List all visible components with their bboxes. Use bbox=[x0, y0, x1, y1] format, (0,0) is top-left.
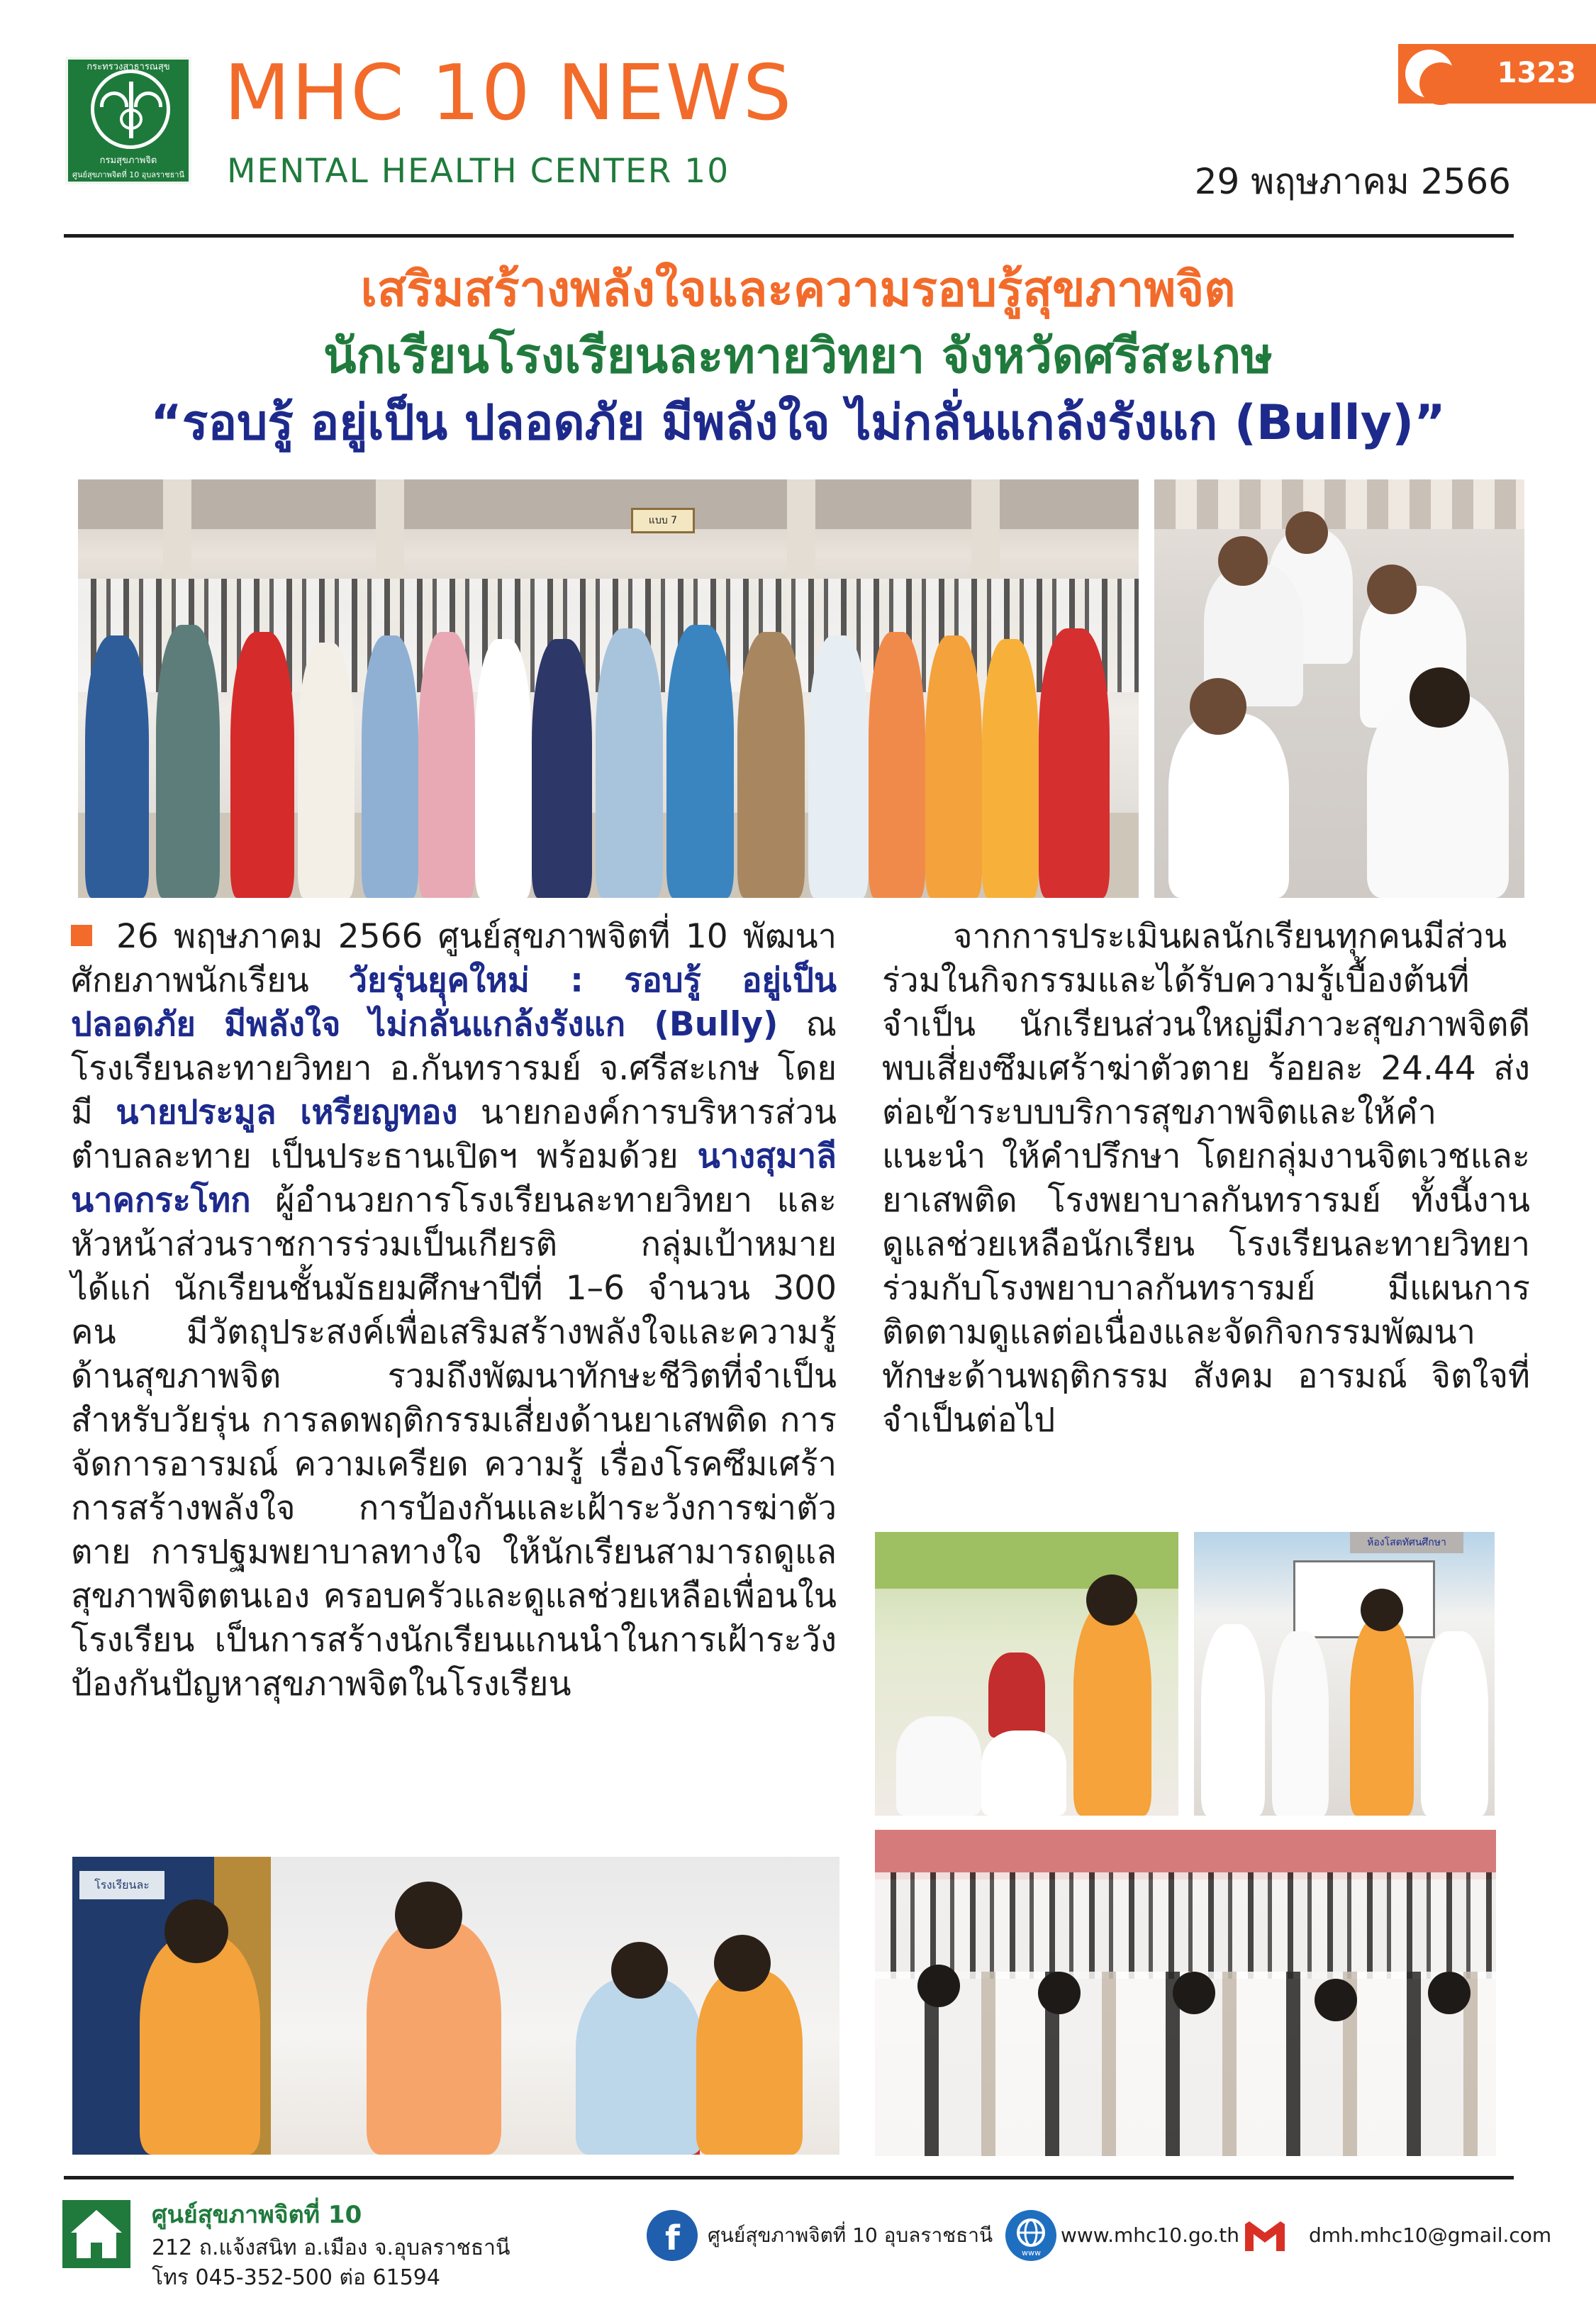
students-sitting-photo bbox=[1154, 479, 1524, 898]
article-chair-role-text: นายกองค์การบริหารส่วนตำบลละทาย เป็นประธานเปิดฯ พร้อมด้วย bbox=[71, 1093, 837, 1176]
website-link[interactable]: www.mhc10.go.th bbox=[1061, 2223, 1240, 2247]
svg-text:f: f bbox=[665, 2218, 680, 2258]
headline-line-2: นักเรียนโรงเรียนละทายวิทยา จังหวัดศรีสะเกษ bbox=[323, 328, 1273, 384]
footer-phone: โทร 045-352-500 ต่อ 61594 bbox=[152, 2265, 440, 2290]
department-of-mental-health-logo bbox=[65, 57, 191, 184]
classroom-presentation-photo bbox=[1194, 1532, 1495, 1816]
issue-number-badge bbox=[1398, 44, 1596, 104]
caduceus-emblem-icon bbox=[91, 70, 170, 149]
home-icon bbox=[62, 2200, 130, 2268]
stage-speakers-photo bbox=[72, 1857, 839, 2155]
logo-text-center: ศูนย์สุขภาพจิตที่ 10 อุบลราชธานี bbox=[72, 170, 184, 179]
students-audience-photo bbox=[875, 1830, 1496, 2156]
footer-organization: ศูนย์สุขภาพจิตที่ 10 bbox=[152, 2201, 362, 2229]
footer-divider bbox=[64, 2176, 1514, 2179]
logo-text-ministry: กระทรวงสาธารณสุข bbox=[87, 62, 170, 72]
publication-date: 29 พฤษภาคม 2566 bbox=[1194, 161, 1511, 202]
issue-number: 1323 bbox=[1497, 57, 1576, 89]
project-name-highlight: วัยรุ่นยุคใหม่ : รอบรู้ อยู่เป็น ปลอดภัย มีพลังใจ ไม่กลั่นแกล้งรังแก (Bully) bbox=[71, 961, 837, 1044]
headline-line-3: “รอบรู้ อยู่เป็น ปลอดภัย มีพลังใจ ไม่กลั่นแกล้งรังแก (Bully)” bbox=[150, 395, 1446, 451]
school-signboard: โรงเรียนละ bbox=[79, 1871, 164, 1899]
email-link[interactable]: dmh.mhc10@gmail.com bbox=[1309, 2223, 1552, 2247]
wall-sign: แบบ 7 bbox=[631, 508, 695, 533]
gmail-icon[interactable] bbox=[1239, 2210, 1290, 2261]
article-body-text: ผู้อำนวยการโรงเรียนละทายวิทยา และหัวหน้าส่วนราชการร่วมเป็นเกียรติ กลุ่มเป้าหมาย ได้แก่ นักเรียนชั้นมัธยมศึกษาปีที่ 1–6 จำนวน 300 คน มีวัตถุประสงค์เพื่อเสริมสร้างพลังใจและความรู้ด้านสุขภาพจิต รวมถึงพัฒนาทักษะชีวิตที่จำเป็นสำหรับวัยรุ่น การลดพฤติกรรมเสี่ยงด้านยาเสพติด การจัดการอารมณ์ ความเครียด ความรู้ เรื่องโรคซึมเศร้า การสร้างพลังใจ การป้องกันและเฝ้าระวังการฆ่าตัวตาย การปฐมพยาบาลทางใจ ให้นักเรียนสามารถดูแลสุขภาพจิตตนเอง ครอบครัวและดูแลช่วยเหลือเพื่อนในโรงเรียน เป็นการสร้างนักเรียนแกนนำในการเฝ้าระวังป้องกันปัญหาสุขภาพจิตในโรงเรียน bbox=[71, 1181, 837, 1704]
speaker-with-microphone-photo bbox=[875, 1532, 1178, 1816]
facebook-icon[interactable] bbox=[647, 2210, 698, 2261]
evaluation-result-text: จากการประเมินผลนักเรียนทุกคนมีส่วนร่วมในกิจกรรมและได้รับความรู้เบื้องต้นที่จำเป็น นักเรียนส่วนใหญ่มีภาวะสุขภาพจิตดี พบเสี่ยงซึมเศร้าฆ่าตัวตาย ร้อยละ 24.44 ส่งต่อเข้าระบบบริการสุขภาพจิตและให้คำแนะนำ ให้คำปรึกษา โดยกลุ่มงานจิตเวชและยาเสพติด โรงพยาบาลกันทรารมย์ ทั้งนี้งานดูแลช่วยเหลือนักเรียน โรงเรียนละทายวิทยา ร่วมกับโรงพยาบาลกันทรารมย์ มีแผนการติดตามดูแลต่อเนื่องและจัดกิจกรรมพัฒนาทักษะด้านพฤติกรรม สังคม อารมณ์ จิตใจที่จำเป็นต่อไป bbox=[882, 917, 1530, 1440]
masthead-title: MHC 10 NEWS bbox=[224, 49, 793, 138]
globe-icon[interactable] bbox=[1005, 2210, 1056, 2261]
group-photo bbox=[78, 479, 1139, 898]
article-intro-text: 26 พฤษภาคม 2566 ศูนย์สุขภาพจิตที่ 10 พัฒนาศักยภาพนักเรียน bbox=[71, 917, 837, 1000]
classroom-wall-banner: ห้องโสตทัศนศึกษา bbox=[1350, 1532, 1463, 1553]
logo-text-department: กรมสุขภาพจิต bbox=[99, 155, 157, 166]
article-right-column bbox=[882, 915, 1530, 1443]
director-name-highlight: นางสุมาลี นาคกระโทก bbox=[71, 1137, 837, 1220]
www-label: www bbox=[1022, 2248, 1041, 2257]
facebook-page-link[interactable]: ศูนย์สุขภาพจิตที่ 10 อุบลราชธานี bbox=[708, 2223, 993, 2247]
header-divider bbox=[64, 234, 1514, 238]
headline-line-1: เสริมสร้างพลังใจและความรอบรู้สุขภาพจิต bbox=[360, 262, 1236, 318]
bullet-square-icon bbox=[71, 925, 92, 946]
chairperson-name-highlight: นายประมูล เหรียญทอง bbox=[116, 1093, 458, 1132]
footer-address: 212 ถ.แจ้งสนิท อ.เมือง จ.อุบลราชธานี bbox=[152, 2235, 510, 2260]
article-location-text: ณ โรงเรียนละทายวิทยา อ.กันทรารมย์ จ.ศรีสะเกษ โดยมี bbox=[71, 1005, 837, 1132]
masthead-subtitle: MENTAL HEALTH CENTER 10 bbox=[227, 152, 730, 191]
article-left-column bbox=[71, 915, 837, 1706]
